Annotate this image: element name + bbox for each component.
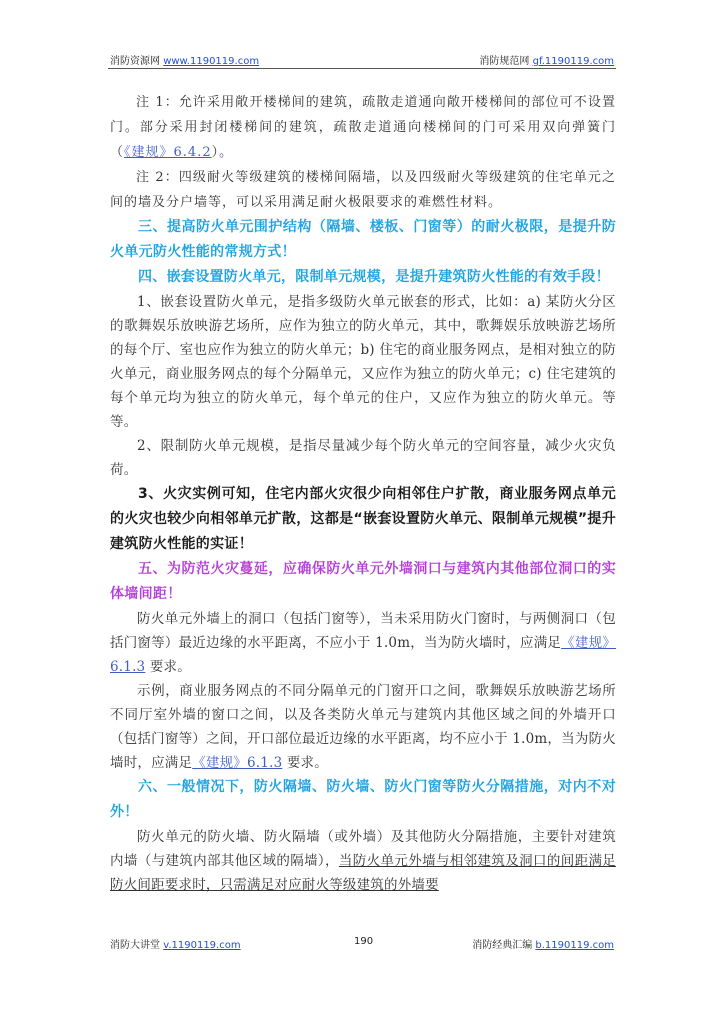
page-body [110, 90, 616, 897]
section-heading-6: 六、一般情况下，防火隔墙、防火墙、防火门窗等防火分隔措施，对内不对外！ [110, 779, 616, 820]
note-2: 注 2：四级耐火等级建筑的楼梯间隔墙，以及四级耐火等级建筑的住宅单元之间的墙及分户墙等，可以采用满足耐火极限要求的难燃性材料。 [110, 170, 616, 210]
paragraph-5 [110, 679, 616, 775]
page-number: 190 [354, 936, 374, 947]
header-left [110, 52, 259, 67]
section-heading-4: 四、嵌套设置防火单元，限制单元规模，是提升建筑防火性能的有效手段！ [138, 269, 610, 285]
footer-left-link[interactable]: v.1190119.com [163, 940, 241, 951]
note-1-reference-link[interactable]: 《建规》6.4.2 [124, 145, 212, 160]
footer-left-label: 消防大讲堂 [110, 940, 160, 951]
paragraph-6 [110, 825, 616, 897]
footer-right-link[interactable]: b.1190119.com [535, 940, 614, 951]
header-right-label: 消防规范网 [479, 56, 530, 67]
paragraph-6-text: 防火单元的防火墙、防火隔墙（或外墙）及其他防火分隔措施，主要针对建筑内墙（与建筑内部其他区域的隔墙）， [110, 829, 616, 869]
paragraph-2: 2、限制防火单元规模，是指尽量减少每个防火单元的空间容量，减少火灾负荷。 [110, 438, 616, 478]
note-1-text: 注 1：允许采用敞开楼梯间的建筑，疏散走道通向敞开楼梯间的部位可不设置门。部分采用封闭楼梯间的建筑，疏散走道通向楼梯间的门可采用双向弹簧门（ [110, 95, 616, 160]
paragraph-6-underlined: 当防火单元外墙与相邻建筑及洞口的间距满足防火间距要求时，只需满足对应耐火等级建筑的外墙要 [110, 853, 617, 893]
header-right-link[interactable]: gf.1190119.com [532, 56, 614, 67]
footer-right [472, 936, 614, 951]
footer-right-label: 消防经典汇编 [472, 940, 533, 951]
header-left-label: 消防资源网 [110, 56, 160, 67]
section-heading-3: 三、提高防火单元围护结构（隔墙、楼板、门窗等）的耐火极限，是提升防火单元防火性能的常规方式！ [110, 219, 616, 260]
paragraph-5-tail: 要求。 [282, 755, 328, 771]
page-footer [108, 936, 616, 952]
page-header [108, 50, 616, 69]
paragraph-4-text: 防火单元外墙上的洞口（包括门窗等），当未采用防火门窗时，与两侧洞口（包括门窗等）最近边缘的水平距离，不应小于 1.0m，当为防火墙时，应满足 [110, 611, 616, 651]
paragraph-5-text: 示例，商业服务网点的不同分隔单元的门窗开口之间，歌舞娱乐放映游艺场所不同厅室外墙的窗口之间，以及各类防火单元与建筑内其他区域之间的外墙开口（包括门窗等）之间，开口部位最近边缘的水平距离，均不应小于 1.0m，当为防火墙时，应满足 [110, 683, 616, 771]
note-1-tail: ）。 [211, 145, 234, 160]
paragraph-4-reference-link[interactable]: 《建规》6.1.3 [110, 635, 616, 675]
paragraph-4 [110, 607, 616, 679]
paragraph-3-bold: 3、火灾实例可知，住宅内部火灾很少向相邻住户扩散，商业服务网点单元的火灾也较少向相邻单元扩散，这都是“嵌套设置防火单元、限制单元规模”提升建筑防火性能的实证！ [110, 486, 616, 552]
section-heading-5: 五、为防范火灾蔓延，应确保防火单元外墙洞口与建筑内其他部位洞口的实体墙间距！ [110, 561, 616, 602]
header-right [479, 52, 614, 67]
paragraph-1: 1、嵌套设置防火单元，是指多级防火单元嵌套的形式，比如：a) 某防火分区的歌舞娱乐放映游艺场所，应作为独立的防火单元，其中，歌舞娱乐放映游艺场所的每个厅、室也应作为独立的防火单元；b) 住宅的商业服务网点，是相对独立的防火单元，商业服务网点的每个分隔单元，又应作为独立的防火单元；c) 住宅建筑的每个单元均为独立的防火单元，每个单元的住户，又应作为独立的防火单元。等等。 [110, 294, 616, 430]
paragraph-4-tail: 要求。 [145, 659, 191, 675]
footer-left [110, 936, 241, 951]
note-1 [110, 90, 616, 165]
paragraph-5-reference-link[interactable]: 《建规》6.1.3 [192, 755, 283, 771]
header-left-link[interactable]: www.1190119.com [163, 56, 260, 67]
